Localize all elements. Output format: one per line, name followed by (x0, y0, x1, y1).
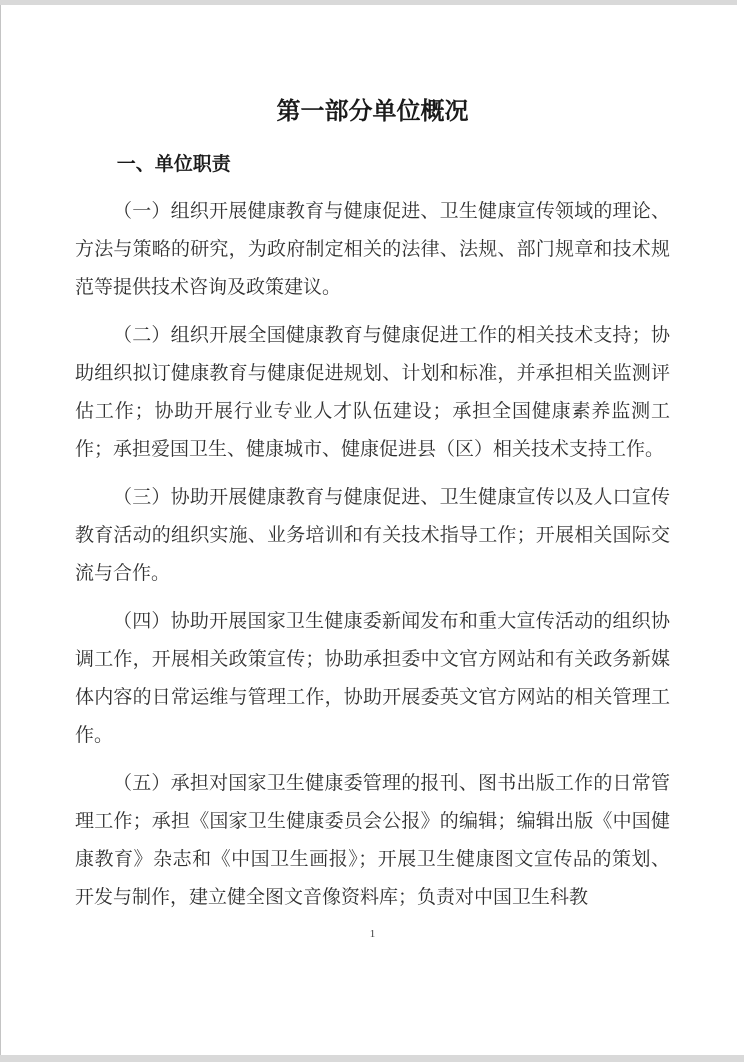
paragraph-3: （三）协助开展健康教育与健康促进、卫生健康宣传以及人口宣传教育活动的组织实施、业务培训和有关技术指导工作；开展相关国际交流与合作。 (75, 487, 670, 584)
document-body (75, 193, 670, 917)
paragraph-5: （五）承担对国家卫生健康委管理的报刊、图书出版工作的日常管理工作；承担《国家卫生健康委员会公报》的编辑；编辑出版《中国健康教育》杂志和《中国卫生画报》；开展卫生健康图文宣传品的策划、开发与制作，建立健全图文音像资料库；负责对中国卫生科教 (75, 773, 670, 908)
paragraph-1: （一）组织开展健康教育与健康促进、卫生健康宣传领域的理论、方法与策略的研究，为政府制定相关的法律、法规、部门规章和技术规范等提供技术咨询及政策建议。 (75, 201, 670, 298)
section-heading: 一、单位职责 (116, 154, 231, 175)
paragraph-2: （二）组织开展全国健康教育与健康促进工作的相关技术支持；协助组织拟订健康教育与健康促进规划、计划和标准，并承担相关监测评估工作；协助开展行业专业人才队伍建设；承担全国健康素养监测工作；承担爱国卫生、健康城市、健康促进县（区）相关技术支持工作。 (75, 325, 670, 460)
page-number: 1 (369, 928, 376, 940)
bottom-page-edge-bar (0, 1055, 744, 1062)
paragraph-4: （四）协助开展国家卫生健康委新闻发布和重大宣传活动的组织协调工作，开展相关政策宣传；协助承担委中文官方网站和有关政务新媒体内容的日常运维与管理工作，协助开展委英文官方网站的相关管理工作。 (75, 611, 670, 746)
document-title: 第一部分单位概况 (276, 98, 469, 125)
